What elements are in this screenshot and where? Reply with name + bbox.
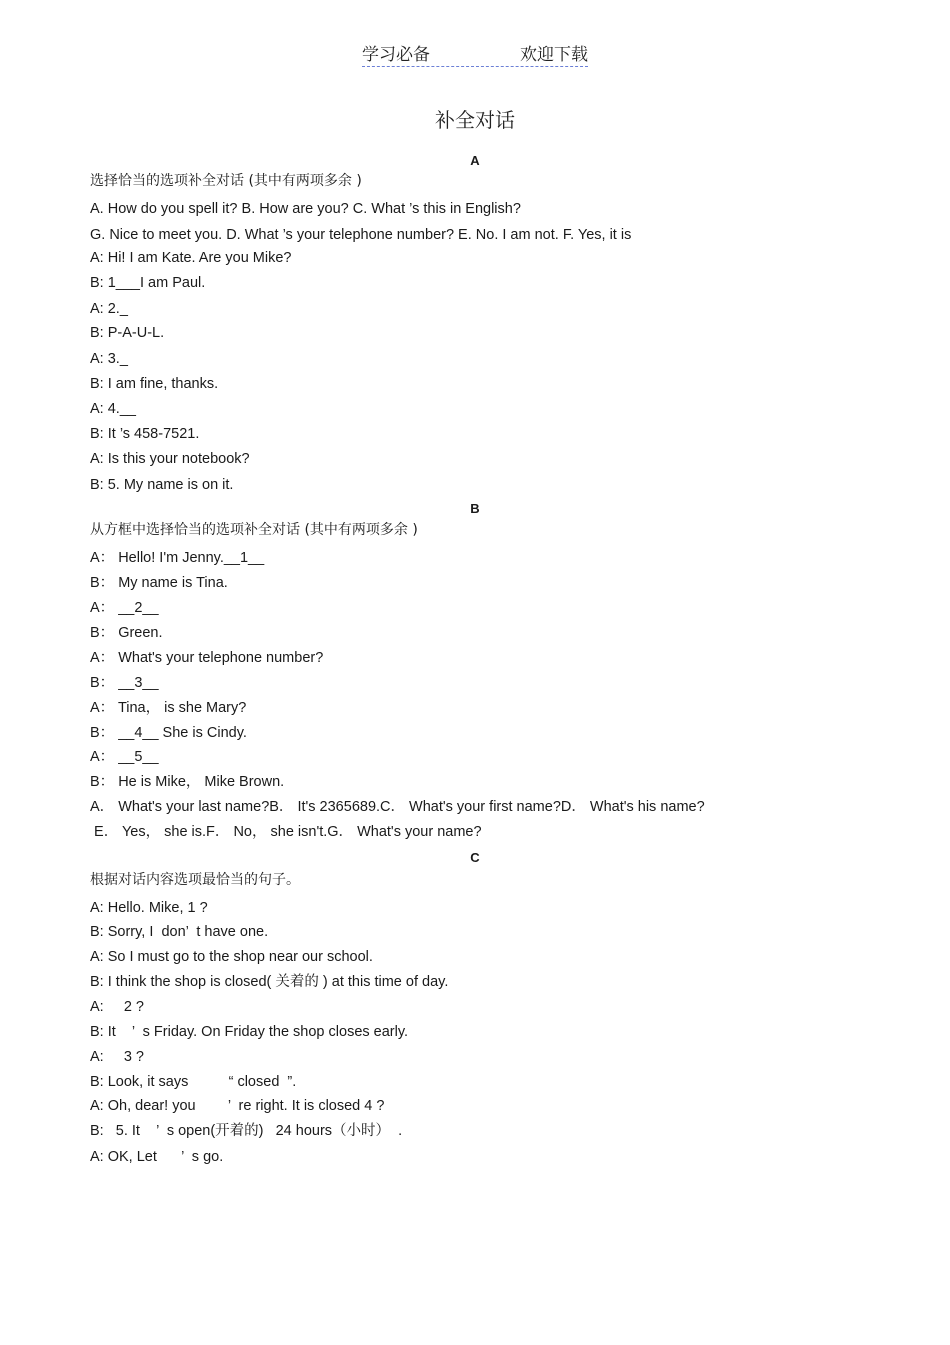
section-b-line: A： __2__: [90, 600, 159, 616]
section-b-instruction: 从方框中选择恰当的选项补全对话 (其中有两项多余 ): [90, 522, 418, 538]
section-b-options-line: E． Yes， she is.F． No， she isn't.G． What's your name?: [90, 824, 482, 840]
section-a-line: B: P-A-U-L.: [90, 325, 165, 341]
header-left-text: 学习必备: [362, 45, 430, 65]
section-b-line: B： __3__: [90, 675, 159, 691]
section-a-line: A: 4.__: [90, 401, 136, 417]
section-a-line: A: Is this your notebook?: [90, 451, 250, 467]
section-c-line: A: 3 ?: [90, 1049, 144, 1065]
section-b-line: A： __5__: [90, 749, 159, 765]
section-c-line: B: 5. It ’ s open(开着的) 24 hours（小时） .: [90, 1123, 403, 1139]
section-a-line: B: It ’s 458-7521.: [90, 426, 200, 442]
section-c-line: B: I think the shop is closed( 关着的 ) at this time of day.: [90, 974, 449, 990]
page-header: [0, 40, 950, 67]
section-c-line: A: Hello. Mike, 1 ?: [90, 900, 208, 916]
section-c-line: B: Look, it says “ closed ”.: [90, 1074, 297, 1090]
section-b-line: B： My name is Tina.: [90, 575, 228, 591]
section-b-options-line: A． What's your last name?B． It's 2365689.C． What's your first name?D． What's his name?: [90, 799, 705, 815]
section-b-line: B： Green.: [90, 625, 163, 641]
section-c-line: B: It ’ s Friday. On Friday the shop closes early.: [90, 1024, 409, 1040]
section-b-line: A： What's your telephone number?: [90, 650, 324, 666]
section-a-instruction: 选择恰当的选项补全对话 (其中有两项多余 ): [90, 173, 362, 189]
section-a-line: A: Hi! I am Kate. Are you Mike?: [90, 250, 292, 266]
section-a-line: A. How do you spell it? B. How are you? C. What ’s this in English?: [90, 201, 521, 217]
header-right-text: 欢迎下载: [520, 45, 588, 65]
page-title: 补全对话: [435, 108, 515, 132]
section-c-line: A: So I must go to the shop near our school.: [90, 949, 373, 965]
section-b-label: B: [470, 501, 480, 516]
section-c-line: A: 2 ?: [90, 999, 144, 1015]
section-c-line: A: OK, Let ’ s go.: [90, 1149, 224, 1165]
section-c-label: C: [470, 850, 480, 865]
header-banner: [362, 40, 588, 67]
section-a-line: B: 5. My name is on it.: [90, 477, 234, 493]
section-c-instruction: 根据对话内容选项最恰当的句子。: [90, 872, 300, 888]
section-c-line: A: Oh, dear! you ’ re right. It is closed 4 ?: [90, 1098, 385, 1114]
section-a-label: A: [470, 153, 480, 168]
section-a-line: A: 2._: [90, 301, 128, 317]
section-c-line: B: Sorry, I don’ t have one.: [90, 924, 269, 940]
section-a-line: B: 1___I am Paul.: [90, 275, 206, 291]
section-b-line: B： __4__ She is Cindy.: [90, 725, 247, 741]
section-a-line: G. Nice to meet you. D. What ’s your telephone number? E. No. I am not. F. Yes, it is: [90, 227, 632, 243]
section-b-line: A： Hello! I'm Jenny.__1__: [90, 550, 265, 566]
section-a-line: B: I am fine, thanks.: [90, 376, 219, 392]
section-b-line: B： He is Mike， Mike Brown.: [90, 774, 285, 790]
section-a-line: A: 3._: [90, 351, 128, 367]
section-b-line: A： Tina， is she Mary?: [90, 700, 247, 716]
